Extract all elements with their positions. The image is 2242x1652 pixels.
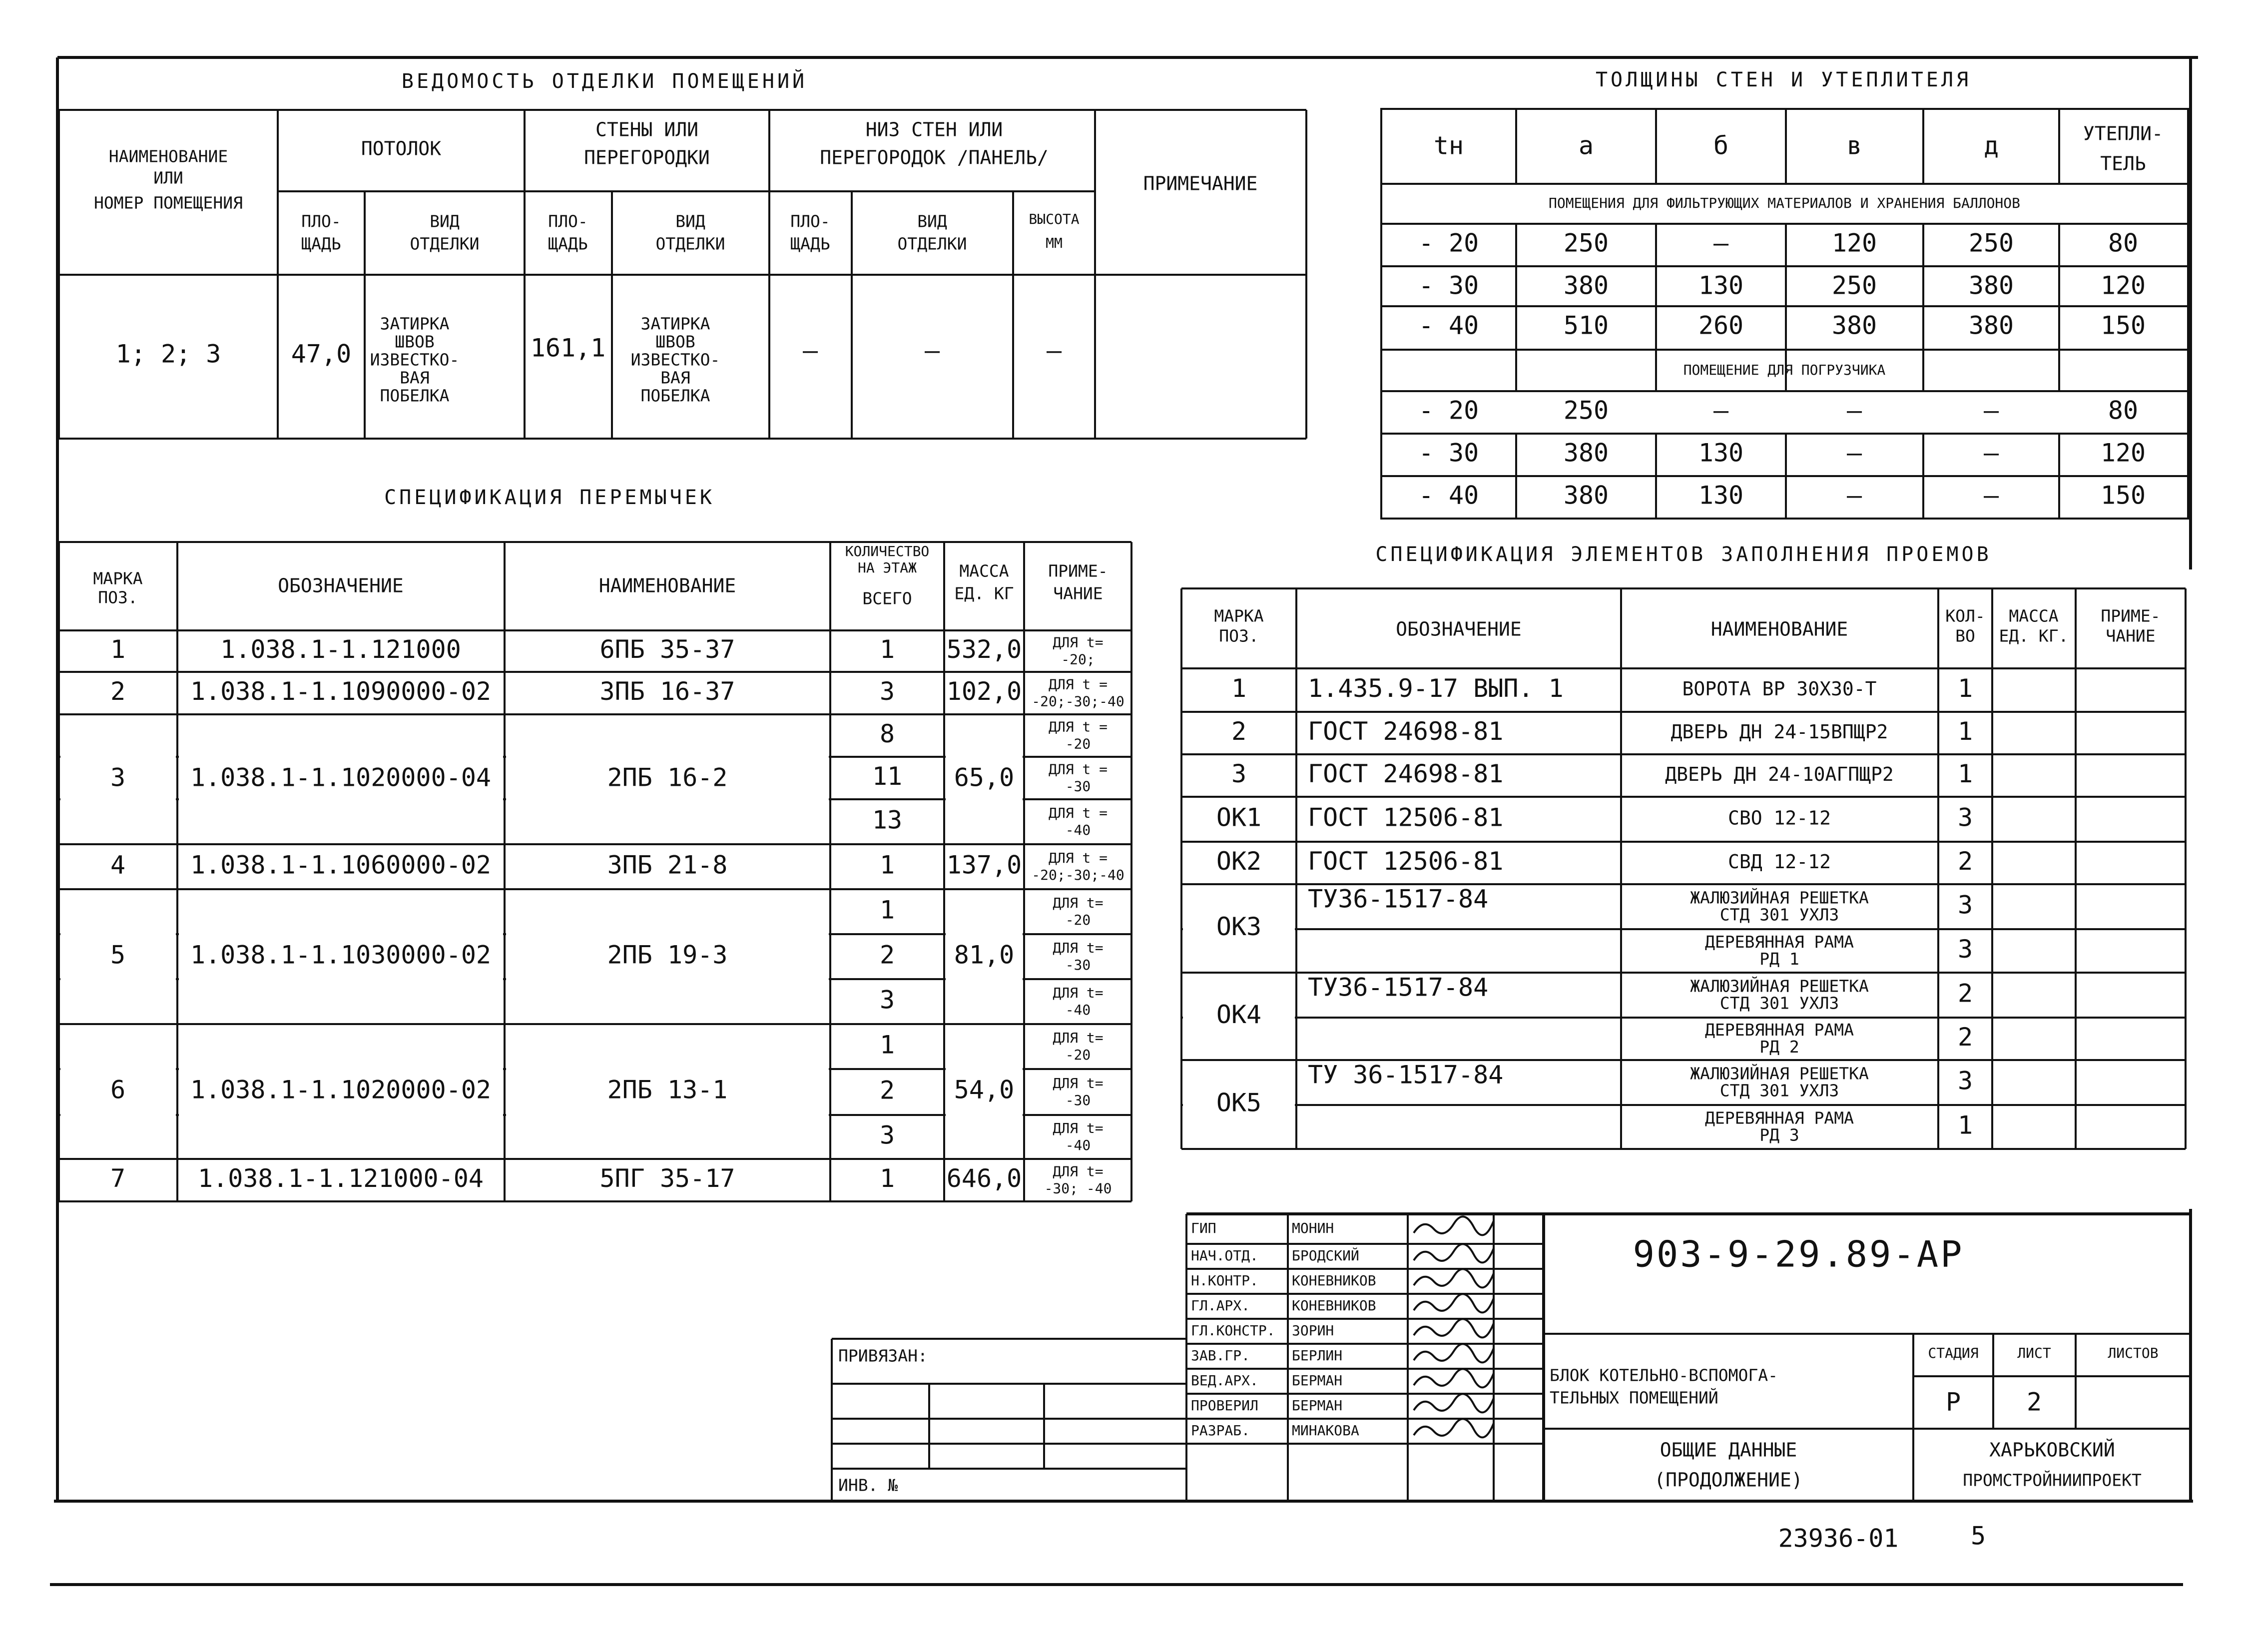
walls-finish-kind: ИЗВЕСТКО- [630,350,720,370]
lintel-designation: 1.038.1-1.1090000-02 [190,677,492,706]
opening-designation: ГОСТ 24698-81 [1308,717,1504,746]
openings-mark-header: ПОЗ. [1219,626,1259,646]
thickness-cell: - 30 [1418,438,1479,468]
openings-note-header: ЧАНИЕ [2106,626,2156,646]
lintels-name-header: НАИМЕНОВАНИЕ [598,574,736,597]
finish-lower-header: ПЕРЕГОРОДОК /ПАНЕЛЬ/ [820,146,1049,169]
thickness-cell: 510 [1563,311,1609,340]
lintel-note: -20;-30;-40 [1032,693,1124,710]
opening-designation: 1.435.9-17 ВЫП. 1 [1308,674,1564,703]
lintel-note: ДЛЯ t= [1053,1120,1104,1136]
stamp-role: ВЕД.АРХ. [1191,1372,1258,1389]
inventory-label: ИНВ. № [838,1475,898,1495]
finish-ceiling-header: ПОТОЛОК [361,137,442,160]
openings-mark-header: МАРКА [1214,606,1264,626]
opening-name: ДЕРЕВЯННАЯ РАМА [1704,1020,1854,1040]
finish-schedule-title: ВЕДОМОСТЬ ОТДЕЛКИ ПОМЕЩЕНИЙ [401,70,808,93]
lintel-mass: 102,0 [946,677,1022,706]
thickness-cell: 130 [1698,481,1744,510]
lintel-mark: 7 [110,1164,126,1193]
openings-qty-header: ВО [1955,626,1975,646]
lintel-qty: 8 [879,719,895,748]
stamp-name: МОНИН [1292,1220,1334,1236]
opening-qty: 3 [1957,803,1973,832]
lintel-qty: 3 [879,677,895,706]
lintel-qty: 1 [879,635,895,664]
finish-name-header: НОМЕР ПОМЕЩЕНИЯ [93,193,243,213]
lintel-qty: 1 [879,895,895,925]
lintel-name: 2ПБ 13-1 [607,1075,728,1104]
opening-name: ДЕРЕВЯННАЯ РАМА [1704,932,1854,952]
opening-mark: ОК5 [1216,1088,1262,1117]
walls-finish-kind: ВАЯ [660,368,690,388]
lintel-note: ДЛЯ t= [1053,895,1104,911]
thickness-cell: 380 [1563,271,1609,300]
opening-qty: 3 [1957,935,1973,964]
thickness-cell: 120 [2100,438,2146,468]
stamp-role: ГИП [1191,1220,1216,1236]
stamp-role: Н.КОНТР. [1191,1272,1258,1289]
lower-height: — [1046,336,1062,365]
lintel-mark: 6 [110,1075,126,1104]
object-name: БЛОК КОТЕЛЬНО-ВСПОМОГА- [1550,1365,1778,1385]
finish-height-header: ВЫСОТА [1029,211,1080,227]
lintel-name: 3ПБ 16-37 [599,677,735,706]
thickness-cell: 380 [1563,481,1609,510]
lintel-note: -30; -40 [1044,1180,1112,1197]
linked-label: ПРИВЯЗАН: [838,1346,928,1366]
thickness-cell: - 20 [1418,396,1479,425]
stamp-role: РАЗРАБ. [1191,1422,1250,1439]
thickness-cell: 250 [1968,228,2014,258]
thickness-cell: — [1846,438,1862,468]
finish-kind-header: ВИД [917,211,947,231]
stamp-role: ПРОВЕРИЛ [1191,1397,1258,1414]
opening-name: ЖАЛЮЗИЙНАЯ РЕШЕТКА [1690,976,1869,996]
document-title: (ПРОДОЛЖЕНИЕ) [1654,1469,1803,1491]
thickness-cell: 250 [1563,396,1609,425]
thickness-cell: 130 [1698,271,1744,300]
thickness-cell: 80 [2108,396,2139,425]
sheet-number: 2 [2026,1387,2042,1417]
thickness-cell: - 40 [1418,311,1479,340]
lintel-designation: 1.038.1-1.121000-04 [198,1164,484,1193]
thickness-cell: 150 [2100,311,2146,340]
lintel-name: 2ПБ 19-3 [607,940,728,970]
stamp-role: ЗАВ.ГР. [1191,1347,1250,1364]
opening-name: СВО 12-12 [1728,807,1831,829]
lintels-note-header: ЧАНИЕ [1053,583,1103,603]
lintel-qty: 11 [872,762,903,791]
thickness-cell: 380 [1968,311,2014,340]
opening-designation: ТУ36-1517-84 [1308,884,1489,914]
finish-walls-header: ПЕРЕГОРОДКИ [584,146,710,169]
finish-lower-header: НИЗ СТЕН ИЛИ [865,118,1003,141]
signature [1414,1269,1494,1287]
finish-name-header: НАИМЕНОВАНИЕ [108,146,228,166]
lintel-mass: 65,0 [954,763,1015,792]
thickness-cell: — [1983,481,1999,510]
finish-area-header: ЩАДЬ [301,234,341,254]
finish-kind-header: ОТДЕЛКИ [410,234,480,254]
thickness-a-header: а [1578,131,1594,160]
stamp-name: КОНЕВНИКОВ [1292,1297,1376,1314]
lintels-mass-header: МАССА [959,561,1009,581]
thickness-section-1: ПОМЕЩЕНИЯ ДЛЯ ФИЛЬТРУЮЩИХ МАТЕРИАЛОВ И ХРАНЕНИЯ БАЛЛОНОВ [1548,195,2021,211]
lintel-mass: 81,0 [954,940,1015,970]
thickness-cell: 380 [1563,438,1609,468]
signature [1414,1319,1494,1337]
opening-name: ДВЕРЬ ДН 24-10АГПЩР2 [1665,763,1894,785]
lintel-designation: 1.038.1-1.1020000-04 [190,763,492,792]
opening-name: РД 2 [1759,1037,1799,1057]
lintel-qty: 1 [879,1164,895,1193]
lintels-qty-header: ВСЕГО [862,588,912,608]
lintel-mass: 137,0 [946,850,1022,880]
signature [1414,1419,1494,1437]
signature [1414,1344,1494,1362]
finish-kind-header: ВИД [430,211,460,231]
lintel-name: 5ПГ 35-17 [599,1164,735,1193]
ceiling-finish-kind: ПОБЕЛКА [380,386,450,406]
lintel-note: ДЛЯ t= [1053,634,1104,651]
opening-name: РД 1 [1759,949,1799,969]
thickness-insulation-header: ТЕЛЬ [2100,152,2146,175]
opening-name: СТД 301 УХЛ3 [1719,1081,1839,1101]
walls-area: 161,1 [530,333,606,363]
opening-qty: 1 [1957,759,1973,788]
opening-qty: 3 [1957,1066,1973,1096]
opening-name: ЖАЛЮЗИЙНАЯ РЕШЕТКА [1690,888,1869,908]
lintels-qty-header: КОЛИЧЕСТВО [845,543,930,559]
opening-mark: ОК3 [1216,912,1262,941]
thickness-cell: 80 [2108,228,2139,258]
lintel-note: -20; [1061,651,1095,668]
lintel-designation: 1.038.1-1.1020000-02 [190,1075,492,1104]
lintel-qty: 3 [879,1120,895,1150]
stamp-role: НАЧ.ОТД. [1191,1247,1258,1264]
lintel-qty: 1 [879,850,895,880]
stamp-name: БЕРЛИН [1292,1347,1343,1364]
lintel-mark: 5 [110,940,126,970]
lintel-note: -30 [1065,778,1091,795]
lintels-mark-header: МАРКА [93,568,143,588]
opening-name: ДЕРЕВЯННАЯ РАМА [1704,1108,1854,1128]
thickness-cell: — [1713,396,1729,425]
thickness-insulation-header: УТЕПЛИ- [2083,122,2164,145]
organization-name: ХАРЬКОВСКИЙ [1989,1439,2115,1461]
lintel-note: ДЛЯ t = [1048,761,1108,778]
signature [1414,1369,1494,1387]
opening-qty: 1 [1957,717,1973,746]
opening-name: ДВЕРЬ ДН 24-15ВПЩР2 [1671,721,1888,743]
thickness-cell: 250 [1563,228,1609,258]
document-title: ОБЩИЕ ДАННЫЕ [1660,1439,1797,1461]
thickness-d-header: д [1983,131,1999,160]
lintel-designation: 1.038.1-1.121000 [220,635,461,664]
lintels-qty-header: НА ЭТАЖ [857,559,917,576]
object-name: ТЕЛЬНЫХ ПОМЕЩЕНИЙ [1550,1388,1718,1408]
ceiling-finish-kind: ИЗВЕСТКО- [370,350,460,370]
lintel-note: -20;-30;-40 [1032,867,1124,883]
walls-finish-kind: ЗАТИРКА [640,314,710,334]
finish-area-header: ПЛО- [790,211,830,231]
sheets-label: ЛИСТОВ [2108,1345,2159,1361]
signature [1414,1216,1494,1235]
opening-designation: ГОСТ 12506-81 [1308,803,1504,832]
lintel-note: ДЛЯ t= [1053,1030,1104,1046]
lintel-note: -40 [1065,822,1091,838]
lintel-qty: 3 [879,985,895,1015]
stamp-name: МИНАКОВА [1292,1422,1359,1439]
lintel-note: -40 [1065,1002,1091,1018]
ceiling-area: 47,0 [291,339,352,369]
walls-finish-kind: ПОБЕЛКА [640,386,710,406]
opening-name: СВД 12-12 [1728,851,1831,873]
lintel-name: 2ПБ 16-2 [607,763,728,792]
stamp-name: БЕРМАН [1292,1397,1343,1414]
opening-designation: ГОСТ 24698-81 [1308,759,1504,788]
drawing-code: 903-9-29.89-АР [1633,1233,1964,1275]
finish-area-header: ЩАДЬ [790,234,830,254]
lintel-note: -20 [1065,735,1091,752]
thickness-cell: — [1846,481,1862,510]
thickness-cell: 120 [1831,228,1877,258]
thickness-cell: 250 [1831,271,1877,300]
lintel-note: ДЛЯ t= [1053,1163,1104,1180]
ceiling-finish-kind: ШВОВ [395,332,435,352]
lintel-mass: 646,0 [946,1164,1022,1193]
finish-height-header: ММ [1046,235,1063,251]
opening-mark: ОК1 [1216,803,1262,832]
opening-qty: 2 [1957,1023,1973,1052]
thickness-cell: 120 [2100,271,2146,300]
opening-qty: 3 [1957,890,1973,920]
openings-note-header: ПРИМЕ- [2101,606,2161,626]
lintel-note: ДЛЯ t = [1048,676,1108,693]
lintel-qty: 2 [879,940,895,970]
opening-qty: 1 [1957,674,1973,703]
finish-kind-header: ОТДЕЛКИ [655,234,725,254]
walls-finish-kind: ШВОВ [655,332,695,352]
thickness-cell: 380 [1968,271,2014,300]
signature [1414,1244,1494,1262]
organization-name: ПРОМСТРОЙНИИПРОЕКТ [1963,1470,2142,1490]
thickness-cell: - 40 [1418,481,1479,510]
stamp-name: БЕРМАН [1292,1372,1343,1389]
finish-kind-header: ОТДЕЛКИ [897,234,967,254]
thickness-b-header: б [1713,131,1729,160]
opening-mark: 2 [1231,717,1247,746]
stage-label: СТАДИЯ [1928,1345,1979,1361]
opening-mark: ОК2 [1216,847,1262,876]
openings-designation-header: ОБОЗНАЧЕНИЕ [1396,618,1522,640]
lintel-name: 3ПБ 21-8 [607,850,728,880]
archive-number: 23936-01 [1778,1524,1899,1553]
finish-area-header: ПЛО- [301,211,341,231]
lintel-note: ДЛЯ t = [1048,805,1108,821]
lintels-mark-header: ПОЗ. [98,587,138,607]
stamp-role: ГЛ.АРХ. [1191,1297,1250,1314]
thickness-cell: - 30 [1418,271,1479,300]
finish-name-header: ИЛИ [153,168,183,188]
thickness-v-header: в [1846,131,1862,160]
lintels-note-header: ПРИМЕ- [1048,561,1108,581]
stamp-name: ЗОРИН [1292,1322,1334,1339]
openings-mass-header: МАССА [2009,606,2059,626]
lintel-designation: 1.038.1-1.1060000-02 [190,850,492,880]
lintels-designation-header: ОБОЗНАЧЕНИЕ [278,574,404,597]
opening-name: РД 3 [1759,1125,1799,1145]
lintel-mass: 532,0 [946,635,1022,664]
lintel-note: -40 [1065,1137,1091,1153]
opening-qty: 2 [1957,847,1973,876]
openings-name-header: НАИМЕНОВАНИЕ [1710,618,1848,640]
openings-mass-header: ЕД. КГ. [1999,626,2069,646]
openings-qty-header: КОЛ- [1945,606,1985,626]
lintel-mass: 54,0 [954,1075,1015,1104]
opening-name: СТД 301 УХЛ3 [1719,993,1839,1013]
opening-designation: ГОСТ 12506-81 [1308,847,1504,876]
thickness-cell: — [1983,396,1999,425]
stamp-name: КОНЕВНИКОВ [1292,1272,1376,1289]
thickness-cell: — [1983,438,1999,468]
lintel-note: ДЛЯ t= [1053,1075,1104,1092]
finish-walls-header: СТЕНЫ ИЛИ [595,118,698,141]
ceiling-finish-kind: ЗАТИРКА [380,314,450,334]
lintel-mark: 4 [110,850,126,880]
lintel-qty: 13 [872,805,903,835]
opening-qty: 2 [1957,979,1973,1008]
opening-name: ВОРОТА ВР 30Х30-Т [1682,678,1877,700]
opening-name: ЖАЛЮЗИЙНАЯ РЕШЕТКА [1690,1064,1869,1084]
lintel-note: -30 [1065,957,1091,973]
opening-qty: 1 [1957,1110,1973,1140]
thickness-section-2: ПОМЕЩЕНИЕ ДЛЯ ПОГРУЗЧИКА [1683,362,1886,378]
opening-mark: 3 [1231,759,1247,788]
thickness-cell: — [1846,396,1862,425]
ceiling-finish-kind: ВАЯ [400,368,430,388]
stage-value: Р [1945,1387,1961,1417]
thickness-cell: 130 [1698,438,1744,468]
finish-kind-header: ВИД [675,211,705,231]
lintel-note: -30 [1065,1092,1091,1108]
opening-mark: 1 [1231,674,1247,703]
finish-note-header: ПРИМЕЧАНИЕ [1143,172,1258,195]
lintel-note: ДЛЯ t= [1053,940,1104,956]
thickness-cell: - 20 [1418,228,1479,258]
thickness-table-frame [1381,109,2188,519]
opening-name: СТД 301 УХЛ3 [1719,905,1839,925]
lintel-note: -20 [1065,1047,1091,1063]
opening-designation: ТУ 36-1517-84 [1308,1060,1504,1090]
lintel-note: ДЛЯ t = [1048,718,1108,735]
lintel-note: -20 [1065,912,1091,928]
lintel-mark: 3 [110,763,126,792]
lintels-mass-header: ЕД. КГ [954,583,1014,603]
lintels-title: СПЕЦИФИКАЦИЯ ПЕРЕМЫЧЕК [384,486,715,509]
lintel-qty: 1 [879,1030,895,1060]
signature [1414,1394,1494,1412]
lower-kind: — [924,336,940,365]
lintel-designation: 1.038.1-1.1030000-02 [190,940,492,970]
opening-designation: ТУ36-1517-84 [1308,973,1489,1002]
thickness-cell: — [1713,228,1729,258]
finish-area-header: ПЛО- [548,211,588,231]
lintel-mark: 1 [110,635,126,664]
room-numbers: 1; 2; 3 [115,339,221,369]
sheet-label: ЛИСТ [2017,1345,2051,1361]
opening-mark: ОК4 [1216,1000,1262,1029]
lintel-qty: 2 [879,1076,895,1105]
openings-title: СПЕЦИФИКАЦИЯ ЭЛЕМЕНТОВ ЗАПОЛНЕНИЯ ПРОЕМОВ [1375,543,1992,566]
lintel-mark: 2 [110,677,126,706]
stamp-name: БРОДСКИЙ [1292,1247,1359,1264]
thickness-cell: 380 [1831,311,1877,340]
lintel-note: ДЛЯ t = [1048,850,1108,866]
thickness-tn-header: tн [1433,131,1464,160]
page-number: 5 [1970,1521,1986,1551]
signature [1414,1294,1494,1312]
thickness-cell: 260 [1698,311,1744,340]
stamp-role: ГЛ.КОНСТР. [1191,1322,1275,1339]
lintel-note: ДЛЯ t= [1053,985,1104,1001]
lower-area: — [802,336,818,365]
lintel-name: 6ПБ 35-37 [599,635,735,664]
finish-area-header: ЩАДЬ [548,234,588,254]
thickness-table-title: ТОЛЩИНЫ СТЕН И УТЕПЛИТЕЛЯ [1595,68,1972,91]
thickness-cell: 150 [2100,481,2146,510]
